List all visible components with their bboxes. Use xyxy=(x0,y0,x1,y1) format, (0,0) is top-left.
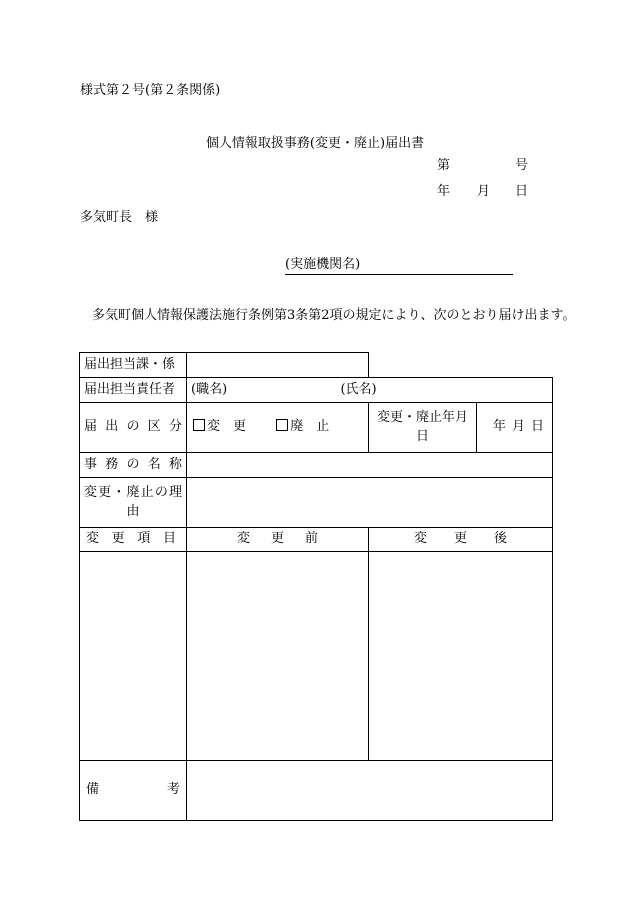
affair-name-field[interactable] xyxy=(187,453,553,478)
change-date-month: 月 xyxy=(511,419,525,435)
document-title: 個人情報取扱事務(変更・廃止)届出書 xyxy=(205,136,425,151)
change-date-label: 変更・廃止年月日 xyxy=(369,403,477,453)
reason-label: 変更・廃止の理由 xyxy=(80,478,187,528)
notification-form-table xyxy=(79,352,553,821)
blank-corner xyxy=(369,353,553,378)
job-title-label: (職名) xyxy=(191,381,228,397)
remarks-label: 備 考 xyxy=(80,761,187,821)
before-header: 変 更 前 xyxy=(187,528,369,552)
abolish-option-label: 廃 止 xyxy=(290,419,330,435)
responsible-field[interactable] xyxy=(187,378,553,403)
form-id: 様式第２号(第２条関係) xyxy=(80,83,221,98)
after-content-field[interactable] xyxy=(369,552,553,761)
number-dai: 第 xyxy=(437,158,451,173)
dept-field[interactable] xyxy=(187,353,369,378)
change-date-day: 日 xyxy=(530,419,544,435)
date-day: 日 xyxy=(515,184,529,199)
name-label: (氏名) xyxy=(340,381,377,397)
change-option-label: 変 更 xyxy=(207,419,247,435)
responsible-label: 届出担当責任者 xyxy=(80,378,187,403)
number-go: 号 xyxy=(515,158,529,173)
remarks-field[interactable] xyxy=(187,761,553,821)
item-header: 変 更 項 目 xyxy=(80,528,187,552)
category-label: 届 出 の 区 分 xyxy=(80,403,187,453)
change-date-field[interactable] xyxy=(477,403,553,453)
date-year: 年 xyxy=(437,184,451,199)
after-header: 変 更 後 xyxy=(369,528,553,552)
abolish-checkbox[interactable] xyxy=(276,419,288,431)
date-month: 月 xyxy=(477,184,491,199)
addressee: 多気町長 様 xyxy=(80,210,159,225)
statement-text: 多気町個人情報保護法施行条例第3条第2項の規定により、次のとおり届け出ます。 xyxy=(92,308,576,323)
reason-field[interactable] xyxy=(187,478,553,528)
category-options xyxy=(187,403,369,453)
affair-name-label: 事 務 の 名 称 xyxy=(80,453,187,478)
item-content-field[interactable] xyxy=(80,552,187,761)
agency-name-field[interactable] xyxy=(285,258,513,275)
agency-name-label: (実施機関名) xyxy=(285,257,361,272)
before-content-field[interactable] xyxy=(187,552,369,761)
change-date-year: 年 xyxy=(493,419,507,435)
change-checkbox[interactable] xyxy=(193,419,205,431)
dept-label: 届出担当課・係 xyxy=(80,353,187,378)
